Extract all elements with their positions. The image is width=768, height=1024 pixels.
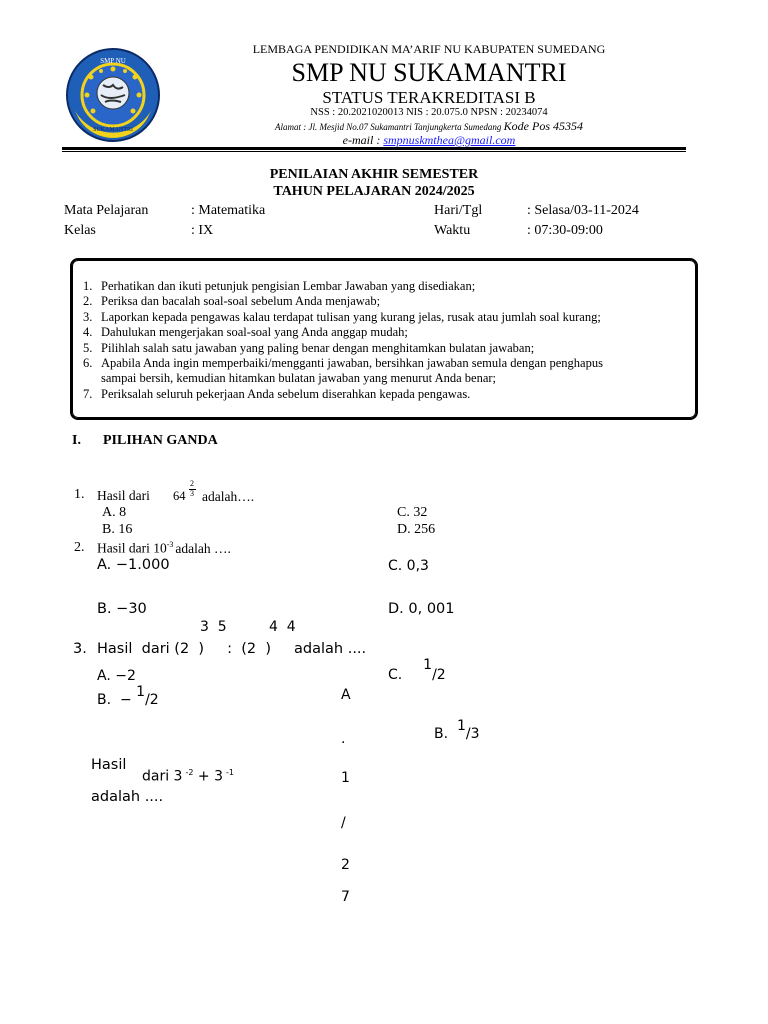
section-title: PILIHAN GANDA — [103, 433, 218, 448]
stray-char: . — [341, 731, 346, 747]
class-value: : IX — [191, 223, 214, 238]
instruction-item-cont: sampai bersih, kemudian hitamkan bulatan jawaban yang menurut Anda benar; — [101, 371, 497, 386]
school-name: SMP NU SUKAMANTRI — [291, 58, 567, 87]
email-label: e-mail : — [342, 133, 384, 147]
q2-option-c: C. 0,3 — [388, 558, 429, 574]
q4-expression: dari 3 $^{-2}$ + 3 $^{-1}$ — [142, 768, 234, 785]
q1-option-d: D. 256 — [397, 522, 436, 537]
q4-option-b: B. 1/3 — [434, 718, 480, 742]
q3-option-c: C. 1/2 — [388, 657, 446, 683]
q2-option-a: A. −1.000 — [97, 557, 170, 573]
q1-exp-den: 3 — [190, 489, 194, 498]
q2-option-b: B. −30 — [97, 601, 147, 617]
postal-code: Kode Pos 45354 — [503, 119, 583, 133]
time-value: : 07:30-09:00 — [527, 223, 603, 238]
date-label: Hari/Tgl — [434, 203, 483, 218]
q1-option-a: A. 8 — [102, 505, 127, 520]
time-label: Waktu — [434, 223, 471, 238]
instructions-list — [83, 279, 603, 402]
stray-char: 7 — [341, 889, 350, 905]
email-line — [45, 133, 768, 148]
institution-name: LEMBAGA PENDIDIKAN MA’ARIF NU KABUPATEN SUMEDANG — [252, 42, 606, 56]
subject-value: : Matematika — [191, 203, 266, 218]
exam-year: TAHUN PELAJARAN 2024/2025 — [273, 184, 475, 199]
address-line — [45, 119, 768, 134]
q4-option-b-numerator: 1 — [456, 718, 466, 734]
section-number: I. — [72, 433, 81, 448]
letterhead-rule — [62, 147, 686, 150]
instruction-item: 5. Pilihlah salah satu jawaban yang paling benar dengan menghitamkan bulatan jawaban; — [83, 340, 535, 355]
logo-bottom-text: SUKAMANTRI — [92, 127, 134, 133]
q1-number: 1. — [74, 487, 85, 502]
stray-char: / — [341, 815, 346, 831]
letterhead-rule-thin — [62, 151, 686, 152]
instructions-box — [70, 258, 698, 420]
school-ids: NSS : 20.2021020013 NIS : 20.075.0 NPSN : 20234074 — [310, 107, 548, 118]
q2-option-d: D. 0, 001 — [388, 601, 455, 617]
stray-char: 1 — [341, 770, 350, 786]
instruction-item: 4. Dahulukan mengerjakan soal-soal yang Anda anggap mudah; — [83, 325, 408, 340]
subject-label: Mata Pelajaran — [64, 203, 149, 218]
exam-title: PENILAIAN AKHIR SEMESTER — [269, 167, 479, 182]
q4-option-b-denominator: /3 — [465, 726, 480, 742]
q1-tail: adalah…. — [202, 489, 255, 504]
q2-number: 2. — [74, 540, 85, 555]
q2-stem: Hasil dari $10^{-3}$ adalah …. — [97, 540, 231, 556]
q3-option-b-numerator: 1 — [136, 684, 146, 700]
instruction-item: 1. Perhatikan dan ikuti petunjuk pengisian Lembar Jawaban yang disediakan; — [83, 279, 476, 293]
q1-option-c: C. 32 — [397, 505, 428, 520]
instruction-item: 6. Apabila Anda ingin memperbaiki/mengganti jawaban, bersihkan jawaban semula dengan penghapus — [83, 356, 603, 371]
q4-stem-start: Hasil — [91, 757, 127, 773]
q3-exponents-left: 3 5 — [200, 619, 227, 635]
q3-option-c-denominator: /2 — [432, 667, 446, 683]
instruction-item: 3. Laporkan kepada pengawas kalau terdapat tulisan yang kurang jelas, rusak atau jumlah soal kurang; — [83, 309, 601, 324]
instruction-item: 2. Periksa dan bacalah soal-soal sebelum Anda menjawab; — [83, 294, 381, 309]
q3-stem: Hasil dari (2 ) : (2 ) adalah .... — [97, 641, 367, 657]
address: Alamat : Jl. Mesjid No.07 Sukamantri Tanjungkerta Sumedang — [275, 122, 502, 132]
q4-stem-end: adalah .... — [91, 789, 164, 805]
q3-option-c-numerator: 1 — [423, 657, 433, 673]
q3-number: 3. — [73, 641, 87, 657]
q3-exponents-right: 4 4 — [269, 619, 296, 635]
q2-exponent: -3 — [166, 540, 174, 549]
stray-char: 2 — [341, 857, 350, 873]
stray-char: A — [341, 687, 351, 703]
date-value: : Selasa/03-11-2024 — [527, 203, 639, 218]
q3-option-b-denominator: /2 — [145, 692, 159, 708]
q3-option-b: B. − 1/2 — [97, 684, 159, 708]
q3-option-a: A. −2 — [97, 668, 136, 684]
q1-option-b: B. 16 — [102, 522, 133, 537]
q1-stem: Hasil dari — [97, 488, 150, 503]
logo-top-text: SMP NU — [100, 57, 126, 65]
instruction-item: 7. Periksalah seluruh pekerjaan Anda sebelum diserahkan kepada pengawas. — [83, 386, 471, 401]
q1-exp-num: 2 — [190, 479, 194, 488]
class-label: Kelas — [64, 223, 96, 238]
accreditation-status: STATUS TERAKREDITASI B — [322, 88, 536, 107]
q1-base: 64 — [173, 489, 186, 503]
email-link[interactable]: smpnuskmthea@gmail.com — [383, 133, 516, 147]
